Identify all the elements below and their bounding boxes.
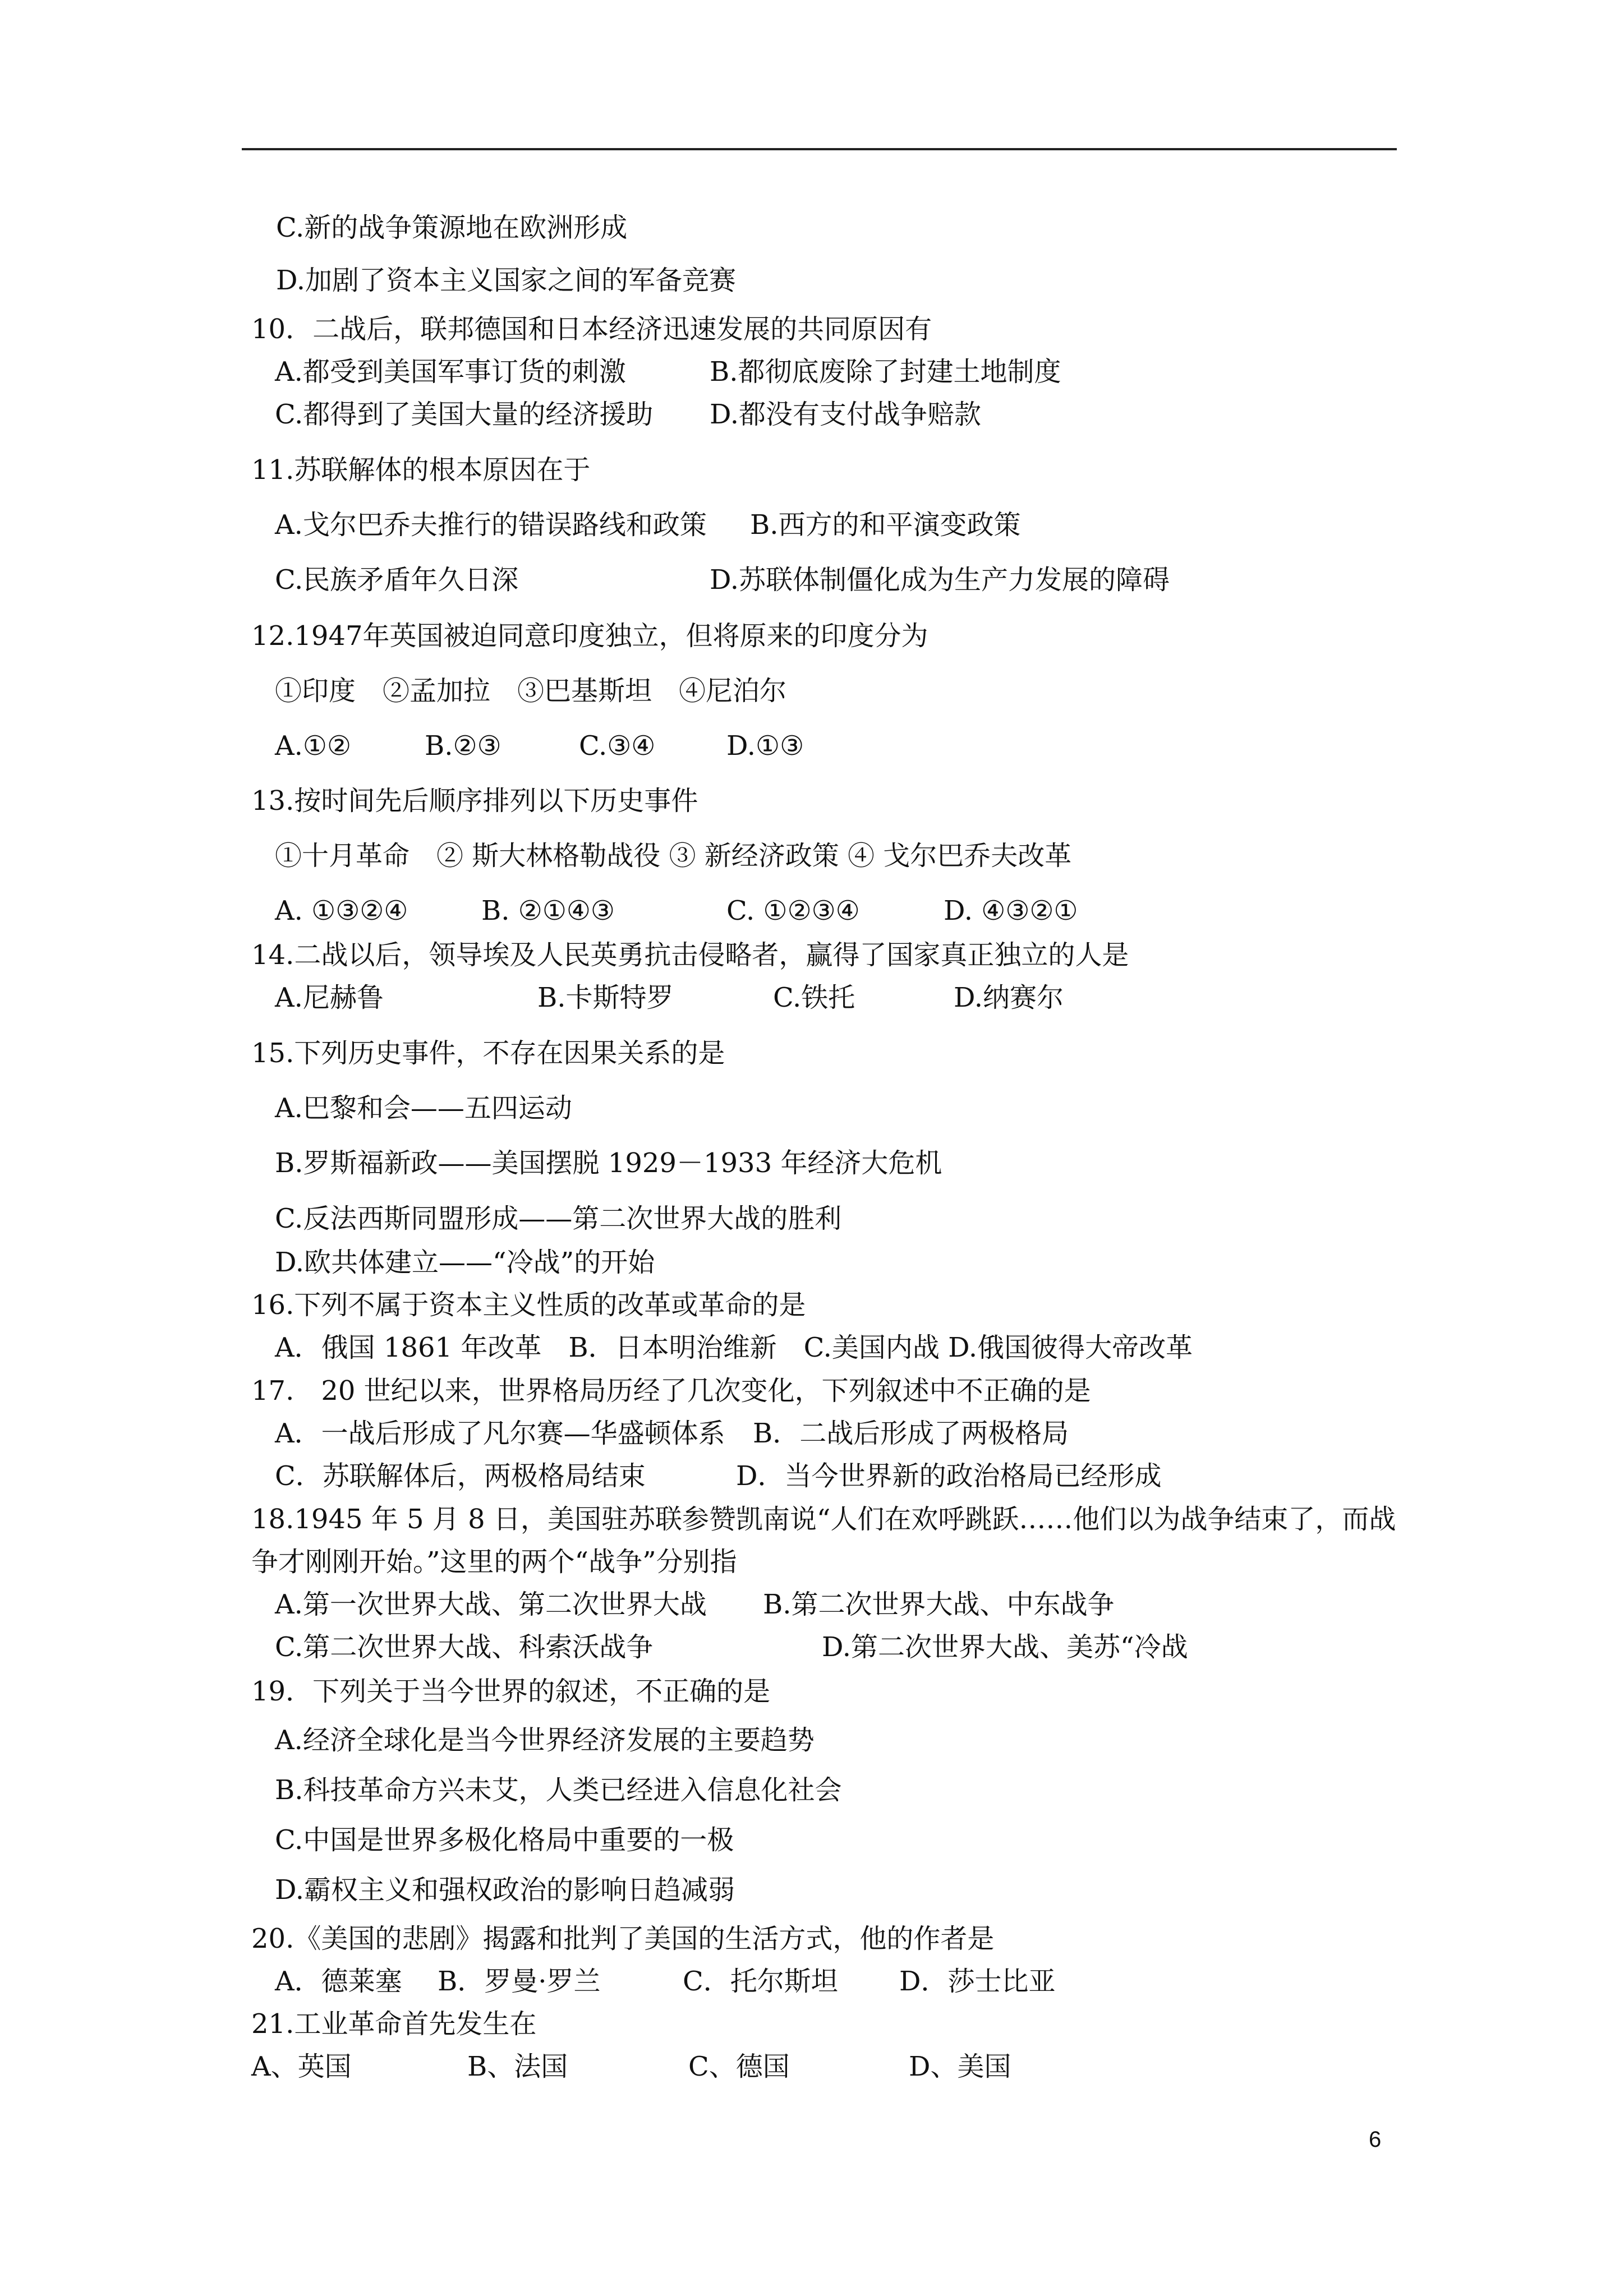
q18-option-d: D.第二次世界大战、美苏“冷战 xyxy=(822,1631,1188,1663)
q11-option-c: C.民族矛盾年久日深 xyxy=(275,564,519,596)
q12-choices: ①印度 ②孟加拉 ③巴基斯坦 ④尼泊尔 xyxy=(275,675,787,707)
q20-option-c: C．托尔斯坦 xyxy=(683,1966,838,1997)
q18-option-a: A.第一次世界大战、第二次世界大战 xyxy=(275,1589,707,1620)
q19-option-d: D.霸权主义和强权政治的影响日趋减弱 xyxy=(275,1874,735,1906)
q13-option-d: D. ④③②① xyxy=(944,895,1078,926)
q10-option-d: D.都没有支付战争赔款 xyxy=(710,399,982,430)
q10-option-a: A.都受到美国军事订货的刺激 xyxy=(275,356,626,388)
q9-option-c: C.新的战争策源地在欧洲形成 xyxy=(276,212,628,243)
q21-option-a: A、英国 xyxy=(251,2051,352,2082)
q21-option-d: D、美国 xyxy=(909,2051,1011,2082)
page-number: 6 xyxy=(1369,2127,1382,2152)
q12-option-b: B.②③ xyxy=(425,730,502,762)
q10-option-c: C.都得到了美国大量的经济援助 xyxy=(275,399,654,430)
q16-stem: 16.下列不属于资本主义性质的改革或革命的是 xyxy=(251,1289,806,1321)
q20-option-b: B．罗曼·罗兰 xyxy=(438,1966,601,1997)
q9-option-d: D.加剧了资本主义国家之间的军备竞赛 xyxy=(276,265,737,296)
q11-stem: 11.苏联解体的根本原因在于 xyxy=(251,454,591,486)
q15-option-b: B.罗斯福新政——美国摆脱 1929－1933 年经济大危机 xyxy=(275,1147,942,1179)
q14-option-d: D.纳赛尔 xyxy=(954,982,1064,1013)
q13-option-c: C. ①②③④ xyxy=(726,895,860,926)
q18-option-c: C.第二次世界大战、科索沃战争 xyxy=(275,1631,654,1663)
q17-stem: 17. 20 世纪以来，世界格局历经了几次变化，下列叙述中不正确的是 xyxy=(251,1375,1091,1407)
q13-option-a: A. ①③②④ xyxy=(275,895,408,926)
q21-option-b: B、法国 xyxy=(467,2051,568,2082)
q12-option-d: D.①③ xyxy=(726,730,804,762)
q18-option-b: B.第二次世界大战、中东战争 xyxy=(763,1589,1115,1620)
q15-option-d: D.欧共体建立——“冷战”的开始 xyxy=(275,1247,655,1278)
q19-option-c: C.中国是世界多极化格局中重要的一极 xyxy=(275,1824,734,1856)
q10-option-b: B.都彻底废除了封建土地制度 xyxy=(710,356,1061,388)
q13-stem: 13.按时间先后顺序排列以下历史事件 xyxy=(251,785,698,817)
q13-option-b: B. ②①④③ xyxy=(481,895,615,926)
q14-option-b: B.卡斯特罗 xyxy=(537,982,674,1013)
q20-option-a: A．德莱塞 xyxy=(275,1966,402,1997)
q17-option-a: A．一战后形成了凡尔赛—华盛顿体系 xyxy=(275,1418,725,1449)
q18-stem-line1: 18.1945 年 5 月 8 日，美国驻苏联参赞凯南说“人们在欢呼跳跃……他们以为战争结束了，而战 xyxy=(251,1504,1396,1535)
q20-option-d: D．莎士比亚 xyxy=(899,1966,1056,1997)
q15-stem: 15.下列历史事件，不存在因果关系的是 xyxy=(251,1038,725,1069)
q11-option-a: A.戈尔巴乔夫推行的错误路线和政策 xyxy=(275,509,707,541)
q15-option-c: C.反法西斯同盟形成——第二次世界大战的胜利 xyxy=(275,1203,842,1234)
q19-stem: 19．下列关于当今世界的叙述，不正确的是 xyxy=(251,1676,771,1707)
q17-option-b: B．二战后形成了两极格局 xyxy=(753,1418,1069,1449)
header-rule xyxy=(242,148,1397,150)
q21-option-c: C、德国 xyxy=(688,2051,790,2082)
q11-option-b: B.西方的和平演变政策 xyxy=(750,509,1021,541)
q14-option-c: C.铁托 xyxy=(773,982,855,1013)
q12-option-a: A.①② xyxy=(275,730,351,762)
q15-option-a: A.巴黎和会——五四运动 xyxy=(275,1092,572,1124)
q11-option-d: D.苏联体制僵化成为生产力发展的障碍 xyxy=(710,564,1170,596)
q12-option-c: C.③④ xyxy=(579,730,656,762)
q12-stem: 12.1947年英国被迫同意印度独立，但将原来的印度分为 xyxy=(251,620,928,652)
q17-option-c: C．苏联解体后，两极格局结束 xyxy=(275,1460,646,1492)
q16-options: A．俄国 1861 年改革 B．日本明治维新 C.美国内战 D.俄国彼得大帝改革 xyxy=(275,1332,1193,1363)
q19-option-a: A.经济全球化是当今世界经济发展的主要趋势 xyxy=(275,1725,815,1756)
q10-stem: 10．二战后，联邦德国和日本经济迅速发展的共同原因有 xyxy=(251,313,932,345)
q18-stem-line2: 争才刚刚开始。”这里的两个“战争”分别指 xyxy=(251,1546,737,1578)
q19-option-b: B.科技革命方兴未艾，人类已经进入信息化社会 xyxy=(275,1774,842,1806)
q20-stem: 20.《美国的悲剧》揭露和批判了美国的生活方式，他的作者是 xyxy=(251,1923,995,1954)
q21-stem: 21.工业革命首先发生在 xyxy=(251,2008,537,2040)
q14-stem: 14.二战以后，领导埃及人民英勇抗击侵略者，赢得了国家真正独立的人是 xyxy=(251,939,1129,971)
q13-events: ①十月革命 ② 斯大林格勒战役 ③ 新经济政策 ④ 戈尔巴乔夫改革 xyxy=(275,840,1072,872)
q14-option-a: A.尼赫鲁 xyxy=(275,982,384,1013)
q17-option-d: D．当今世界新的政治格局已经形成 xyxy=(736,1460,1162,1492)
